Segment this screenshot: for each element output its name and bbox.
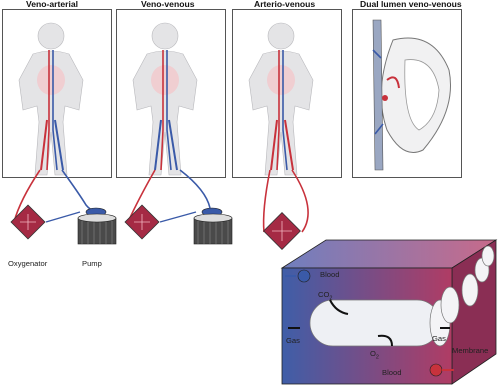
oxygenator-av [264, 213, 301, 250]
co2-label: $CO_2$ [318, 290, 333, 302]
oxygenator-vv [125, 205, 159, 239]
venous-tube-vv [180, 170, 210, 208]
venous-tube-va [62, 170, 96, 212]
gas-left-label: Gas [286, 336, 300, 345]
arterial-tube-av [264, 170, 270, 232]
o2-label: $O_2$ [370, 349, 379, 361]
gas-right-label: Gas [432, 334, 446, 343]
pump-label: Pump [82, 259, 102, 268]
blood-in-label: Blood [320, 270, 340, 279]
title-arterio-venous: Arterio-venous [254, 0, 316, 9]
pump-vv [194, 208, 232, 244]
title-veno-arterial: Veno-arterial [26, 0, 79, 9]
oxygenator-va [11, 205, 45, 239]
title-veno-venous: Veno-venous [141, 0, 195, 9]
title-dual-lumen: Dual lumen veno-venous [360, 0, 462, 9]
oxygenator-label: Oxygenator [8, 259, 48, 268]
blood-out-label: Blood [382, 368, 402, 377]
membrane-label: Membrane [452, 346, 489, 355]
pump-va [78, 208, 116, 244]
membrane-box [282, 240, 496, 384]
return-tube-av [292, 170, 308, 232]
